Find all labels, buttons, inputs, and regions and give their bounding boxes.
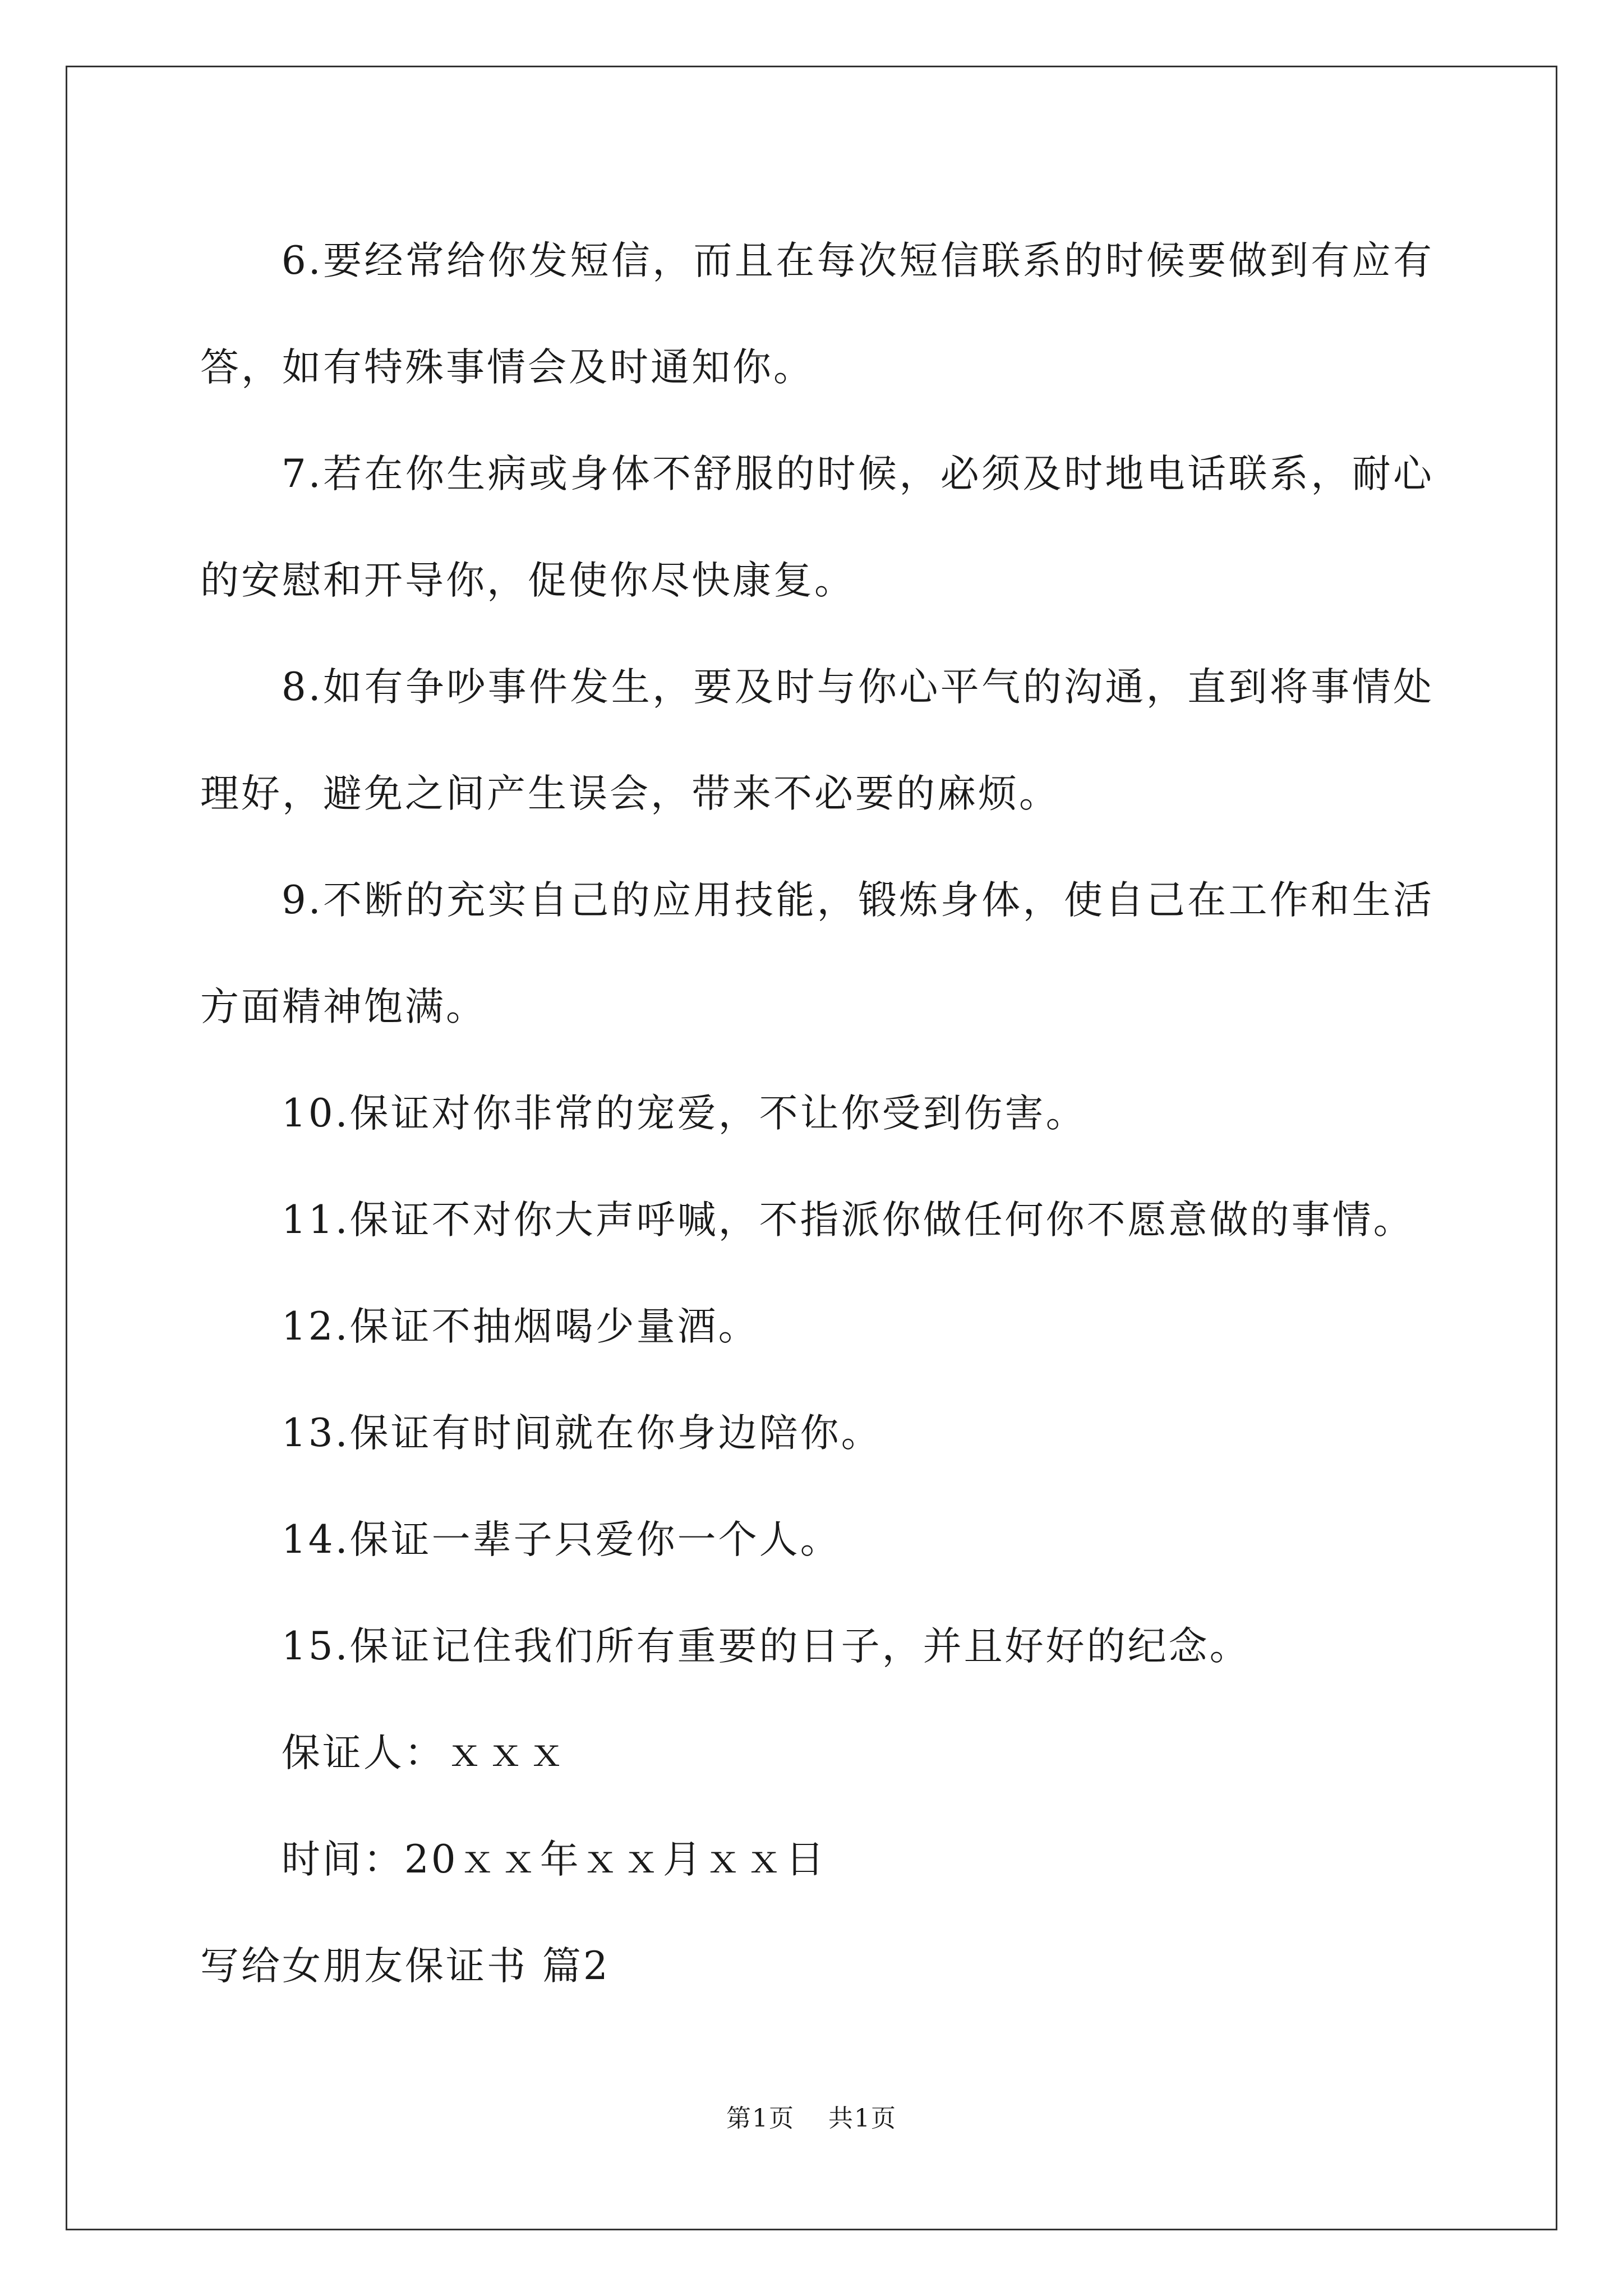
date-line: 时间：20ｘｘ年ｘｘ月ｘｘ日 [281,1837,827,1882]
paragraph-item-10: 10.保证对你非常的宠爱，不让你受到伤害。 [281,1091,1087,1136]
page-footer [0,2098,1623,2134]
paragraph-item-6: 6.要经常给你发短信，而且在每次短信联系的时候要做到有应有答，如有特殊事情会及时通知你。 [200,238,1434,390]
paragraph-item-7: 7.若在你生病或身体不舒服的时候，必须及时地电话联系，耐心的安慰和开导你，促使你尽快康复。 [200,452,1434,603]
section-heading: 写给女朋友保证书 篇2 [200,1944,610,1989]
paragraph-item-15: 15.保证记住我们所有重要的日子，并且好好的纪念。 [281,1624,1251,1669]
paragraph-item-9: 9.不断的充实自己的应用技能，锻炼身体，使自己在工作和生活方面精神饱满。 [200,878,1434,1029]
paragraph-item-11: 11.保证不对你大声呼喊，不指派你做任何你不愿意做的事情。 [281,1198,1414,1243]
page-number: 第1页 [726,2104,795,2133]
paragraph-item-8: 8.如有争吵事件发生，要及时与你心平气的沟通，直到将事情处理好，避免之间产生误会，带来不必要的麻烦。 [200,665,1434,816]
document-body [200,208,1434,2019]
paragraph-item-14: 14.保证一辈子只爱你一个人。 [281,1517,841,1562]
guarantor-line: 保证人：ｘｘｘ [281,1731,568,1775]
paragraph-item-12: 12.保证不抽烟喝少量酒。 [281,1304,759,1349]
paragraph-item-13: 13.保证有时间就在你身边陪你。 [281,1411,882,1456]
page-total: 共1页 [828,2104,897,2133]
